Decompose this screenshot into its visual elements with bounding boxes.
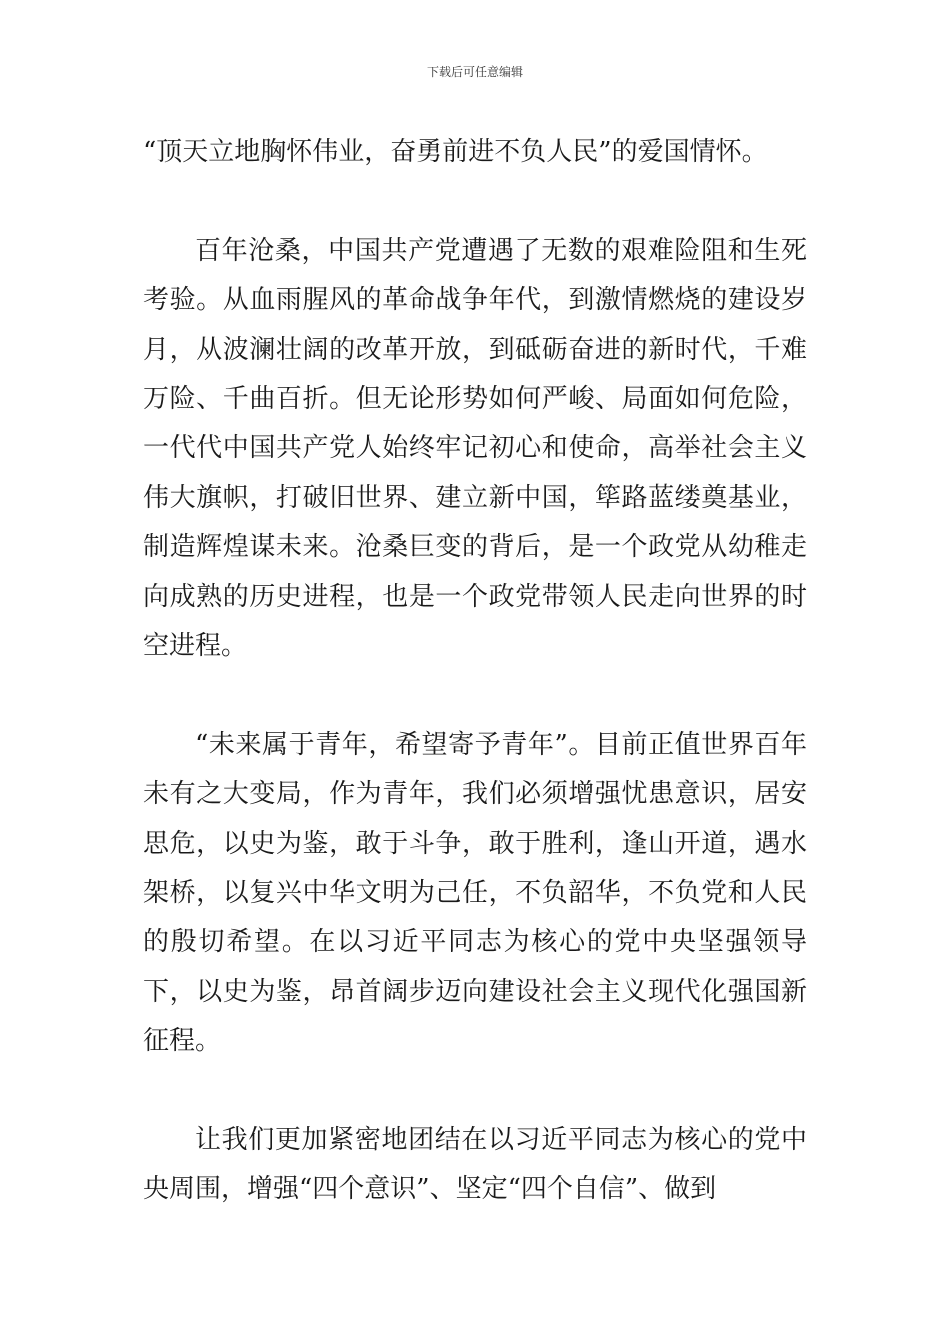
paragraph-history: 百年沧桑，中国共产党遭遇了无数的艰难险阻和生死考验。从血雨腥风的革命战争年代，到激情燃烧的建设岁月，从波澜壮阔的改革开放，到砥砺奋进的新时代，千难万险、千曲百折。但无论形势如何严峻、局面如何危险，一代代中国共产党人始终牢记初心和使命，高举社会主义伟大旗帜，打破旧世界、建立新中国，筚路蓝缕奠基业，制造辉煌谋未来。沧桑巨变的背后，是一个政党从幼稚走向成熟的历史进程，也是一个政党带领人民走向世界的时空进程。 (143, 235, 807, 662)
document-body (143, 128, 807, 1215)
page-header: 下载后可任意编辑 (426, 65, 523, 79)
paragraph-gap (143, 177, 807, 226)
paragraph-unite: 让我们更加紧密地团结在以习近平同志为核心的党中央周围，增强“四个意识”、坚定“四个自信”、做到 (143, 1125, 807, 1205)
paragraph-youth: “未来属于青年，希望寄予青年”。目前正值世界百年未有之大变局，作为青年，我们必须增强忧患意识，居安思危，以史为鉴，敢于斗争，敢于胜利，逢山开道，遇水架桥，以复兴中华文明为己任，不负韶华，不负党和人民的殷切希望。在以习近平同志为核心的党中央坚强领导下，以史为鉴，昂首阔步迈向建设社会主义现代化强国新征程。 (143, 729, 807, 1057)
paragraph-continuation: “顶天立地胸怀伟业，奋勇前进不负人民”的爱国情怀。 (143, 137, 768, 167)
paragraph-gap (143, 671, 807, 720)
paragraph-gap (143, 1067, 807, 1116)
